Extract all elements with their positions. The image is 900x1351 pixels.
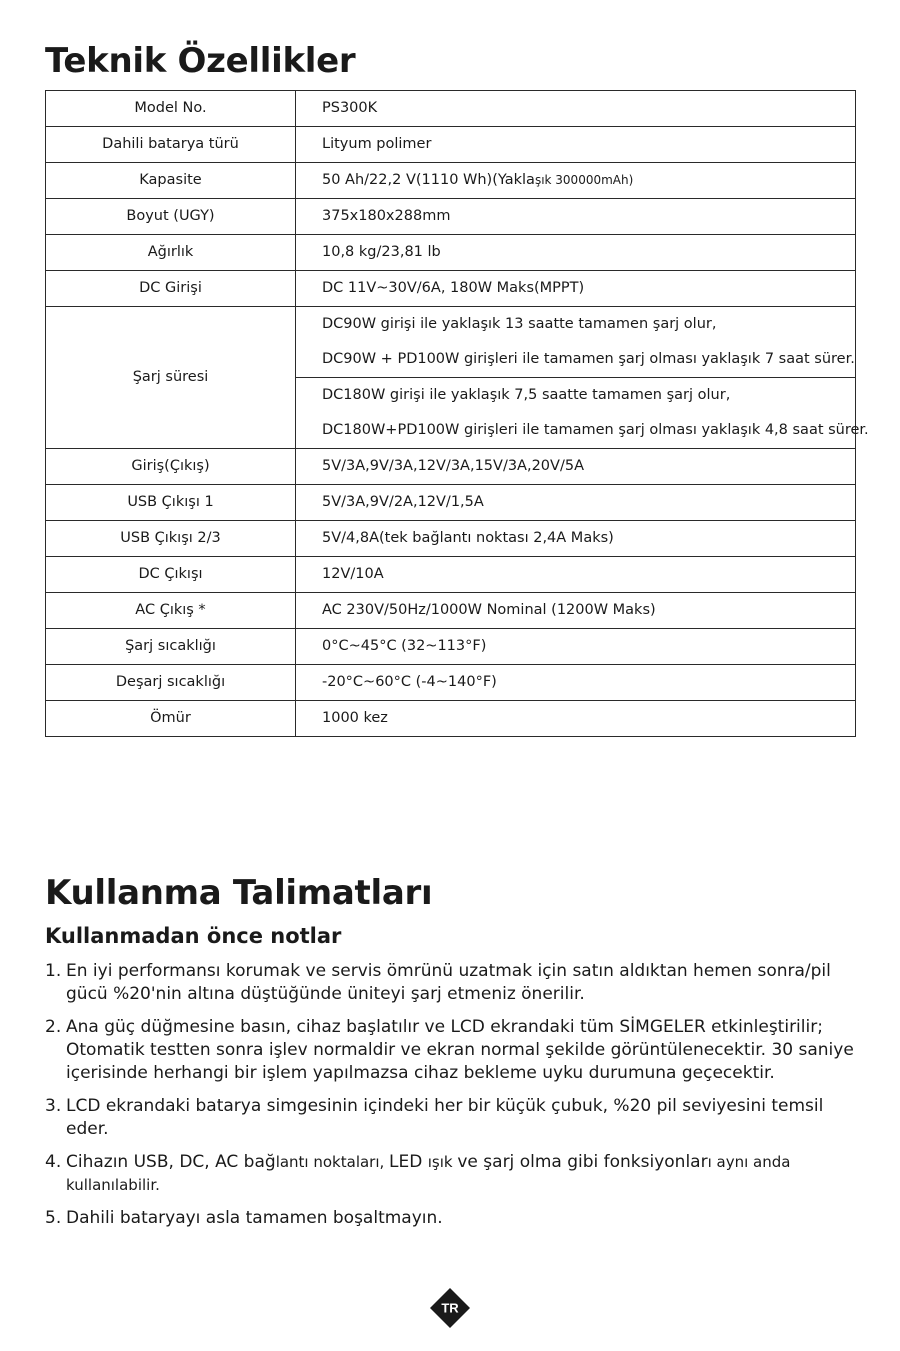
text-part-small: ı aynı anda kullanılabilir. (66, 1153, 791, 1194)
spec-value: DC180W girişi ile yaklaşık 7,5 saatte tamamen şarj olur, (296, 378, 856, 414)
spec-label: Giriş(Çıkış) (46, 449, 296, 485)
table-row (46, 521, 856, 557)
list-number: 5. (45, 1208, 62, 1228)
table-row (46, 485, 856, 521)
list-text: Ana güç düğmesine basın, cihaz başlatılır ve LCD ekrandaki tüm SİMGELER etkinleştirilir; Otomatik testten sonra işlev normaldir ve ekran normal şekilde görüntülenecektir. 30 saniye içerisinde herhangi bir işlem yapılmazsa cihaz bekleme uyku durumuna geçecektir. (66, 1017, 854, 1083)
list-item (45, 1151, 865, 1197)
spec-value: 10,8 kg/23,81 lb (296, 235, 856, 271)
spec-table (45, 90, 869, 737)
list-text: Dahili bataryayı asla tamamen boşaltmayın. (66, 1208, 443, 1228)
table-row (46, 449, 856, 485)
language-badge (429, 1287, 471, 1329)
text-part: LED (389, 1152, 428, 1172)
spec-label: DC Çıkışı (46, 557, 296, 593)
page-title-specs: Teknik Özellikler (45, 41, 356, 81)
table-row (46, 307, 856, 343)
spec-value: 12V/10A (296, 557, 856, 593)
spec-value: 0°C~45°C (32~113°F) (296, 629, 856, 665)
list-number: 1. (45, 961, 62, 981)
spec-label: DC Girişi (46, 271, 296, 307)
spec-value: AC 230V/50Hz/1000W Nominal (1200W Maks) (296, 593, 856, 629)
table-row (46, 163, 856, 199)
table-row (46, 235, 856, 271)
spec-value: 5V/3A,9V/3A,12V/3A,15V/3A,20V/5A (296, 449, 856, 485)
list-number: 4. (45, 1152, 62, 1172)
spec-value: DC180W+PD100W girişleri ile tamamen şarj olması yaklaşık 4,8 saat sürer. (296, 413, 856, 449)
table-row (46, 271, 856, 307)
spec-value: 5V/3A,9V/2A,12V/1,5A (296, 485, 856, 521)
section-title-usage: Kullanma Talimatları (45, 873, 433, 913)
text-part: ve şarj olma gibi fonksiyonlar (457, 1152, 708, 1172)
table-row (46, 557, 856, 593)
spec-label: Şarj sıcaklığı (46, 629, 296, 665)
capacity-small: şık 300000mAh) (534, 172, 634, 187)
notes-list (45, 960, 865, 1240)
table-row (46, 665, 856, 701)
capacity-main: 50 Ah/22,2 V(1110 Wh)(Yakla (322, 171, 535, 188)
spec-label: Kapasite (46, 163, 296, 199)
spec-value: Lityum polimer (296, 127, 856, 163)
list-item (45, 1207, 865, 1230)
spec-label: AC Çıkış * (46, 593, 296, 629)
spec-label: Dahili batarya türü (46, 127, 296, 163)
spec-value: 5V/4,8A(tek bağlantı noktası 2,4A Maks) (296, 521, 856, 557)
table-row (46, 91, 856, 127)
spec-value: DC90W girişi ile yaklaşık 13 saatte tamamen şarj olur, (296, 307, 856, 343)
spec-value: 1000 kez (296, 701, 856, 737)
spec-label: Model No. (46, 91, 296, 127)
notes-heading: Kullanmadan önce notlar (45, 924, 342, 948)
spec-label: Ağırlık (46, 235, 296, 271)
spec-value: -20°C~60°C (-4~140°F) (296, 665, 856, 701)
table-row (46, 593, 856, 629)
spec-label: Boyut (UGY) (46, 199, 296, 235)
spec-value (296, 163, 856, 199)
spec-label: Şarj süresi (46, 307, 296, 449)
text-part-small: ışık (427, 1153, 458, 1171)
spec-label: Ömür (46, 701, 296, 737)
list-item (45, 1016, 865, 1085)
list-text: LCD ekrandaki batarya simgesinin içindeki her bir küçük çubuk, %20 pil seviyesini temsil eder. (66, 1096, 824, 1139)
spec-label: USB Çıkışı 1 (46, 485, 296, 521)
list-number: 3. (45, 1096, 62, 1116)
table-row (46, 701, 856, 737)
table-row (46, 629, 856, 665)
spec-value: PS300K (296, 91, 856, 127)
text-part: Cihazın USB, DC, AC bağ (66, 1152, 276, 1172)
list-text: En iyi performansı korumak ve servis ömrünü uzatmak için satın aldıktan hemen sonra/pil gücü %20'nin altına düştüğünde üniteyi şarj etmeniz önerilir. (66, 961, 831, 1004)
list-text (66, 1152, 790, 1195)
list-item (45, 960, 865, 1006)
list-number: 2. (45, 1017, 62, 1037)
list-item (45, 1095, 865, 1141)
spec-label: USB Çıkışı 2/3 (46, 521, 296, 557)
table-row (46, 199, 856, 235)
spec-value: 375x180x288mm (296, 199, 856, 235)
spec-value: DC 11V~30V/6A, 180W Maks(MPPT) (296, 271, 856, 307)
spec-label: Deşarj sıcaklığı (46, 665, 296, 701)
text-part-small: lantı noktaları, (275, 1153, 390, 1171)
table-row (46, 127, 856, 163)
spec-value: DC90W + PD100W girişleri ile tamamen şarj olması yaklaşık 7 saat sürer. (296, 342, 856, 378)
badge-label: TR (441, 1300, 459, 1316)
